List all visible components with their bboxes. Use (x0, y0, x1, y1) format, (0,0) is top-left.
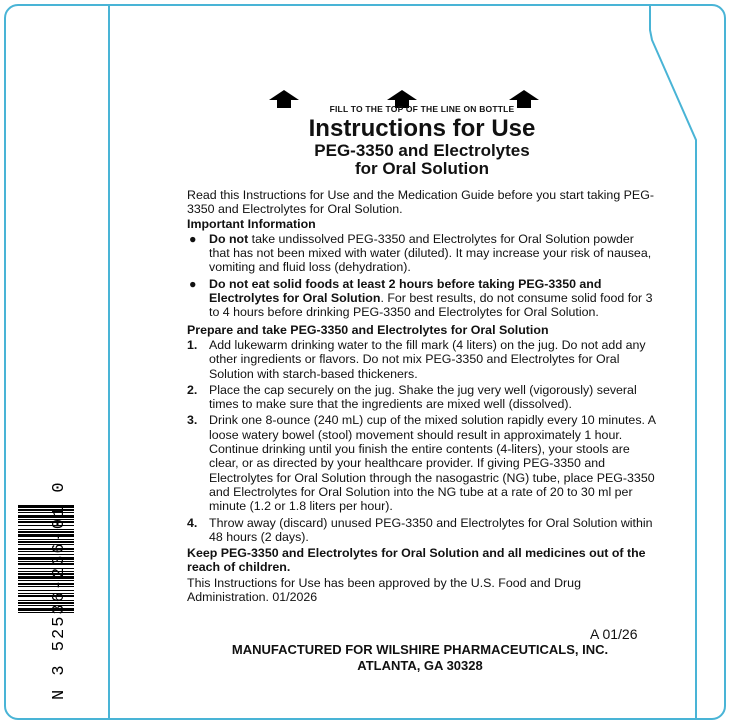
page-title: Instructions for Use (308, 115, 536, 142)
step-number: 1. (187, 337, 198, 352)
list-item (187, 338, 657, 381)
list-item (187, 383, 657, 412)
fda-approval-note: This Instructions for Use has been approved by the U.S. Food and Drug Administration. 01/2026 (187, 575, 581, 605)
product-name-line1: PEG-3350 and Electrolytes (314, 141, 530, 160)
step-text: Throw away (discard) unused PEG-3350 and Electrolytes for Oral Solution within 48 hours (2 days). (209, 515, 653, 544)
fill-line-text: FILL TO THE TOP OF THE LINE ON BOTTLE (329, 104, 515, 114)
important-heading: Important Information (187, 216, 316, 231)
manufacturer-block (170, 642, 670, 674)
list-item (187, 413, 657, 513)
revision-code: A 01/26 (590, 626, 638, 642)
list-item (187, 232, 657, 275)
manufacturer-address: ATLANTA, GA 30328 (357, 658, 483, 673)
manufacturer-name: MANUFACTURED FOR WILSHIRE PHARMACEUTICALS, INC. (231, 642, 609, 657)
list-item (187, 516, 657, 545)
bullet-icon: ● (189, 231, 197, 246)
step-number: 2. (187, 382, 198, 397)
bullet-bold: Do not eat solid foods at least 2 hours before taking PEG-3350 and Electrolytes for Oral Solution (209, 276, 602, 306)
important-list (187, 232, 657, 320)
steps-list (187, 338, 657, 544)
keep-away-warning: Keep PEG-3350 and Electrolytes for Oral Solution and all medicines out of the reach of children. (187, 546, 646, 575)
bullet-text: take undissolved PEG-3350 and Electrolytes for Oral Solution powder that has not been mixed with water (diluted). It may increase your risk of nausea, vomiting and fluid loss (dehydration). (209, 231, 652, 275)
intro-text: Read this Instructions for Use and the Medication Guide before you start taking PEG-3350 and Electrolytes for Oral Solution. (187, 188, 654, 217)
bullet-text: . For best results, do not consume solid food for 3 to 4 hours before drinking PEG-3350 and Electrolytes for Oral Solution. (209, 291, 653, 320)
instructions-panel (187, 90, 657, 604)
step-text: Place the cap securely on the jug. Shake the jug very well (vigorously) several times to make sure that the ingredients are mixed well (dissolved). (209, 382, 637, 412)
step-number: 3. (187, 413, 198, 428)
barcode-number: N 3 52536-236-01 0 (50, 480, 69, 700)
product-name-line2: for Oral Solution (354, 159, 490, 178)
prepare-heading: Prepare and take PEG-3350 and Electrolytes for Oral Solution (187, 322, 549, 337)
step-text: Drink one 8-ounce (240 mL) cup of the mixed solution rapidly every 10 minutes. A loose watery bowel (stool) movement should result in approximately 1 hour. Continue drinking until you finish the entire contents (4-liters), your stools are clear, or as directed by your healthcare provider. If giving PEG-3350 and Electrolytes for Oral Solution through the nasogastric (NG) tube, place PEG-3350 and Electrolytes for Oral Solution into the NG tube at a rate of 20 to 30 ml per minute (1.2 or 1.8 liters per hour). (209, 413, 656, 514)
step-text: Add lukewarm drinking water to the fill mark (4 liters) on the jug. Do not add any other ingredients or flavors. Do not mix PEG-3350 and Electrolytes for Oral Solution with starch-based thickeners. (209, 337, 646, 381)
list-item (187, 277, 657, 320)
bullet-bold: Do not (209, 231, 249, 246)
fill-line-marker (187, 90, 657, 114)
step-number: 4. (187, 515, 198, 530)
bullet-icon: ● (189, 276, 197, 291)
